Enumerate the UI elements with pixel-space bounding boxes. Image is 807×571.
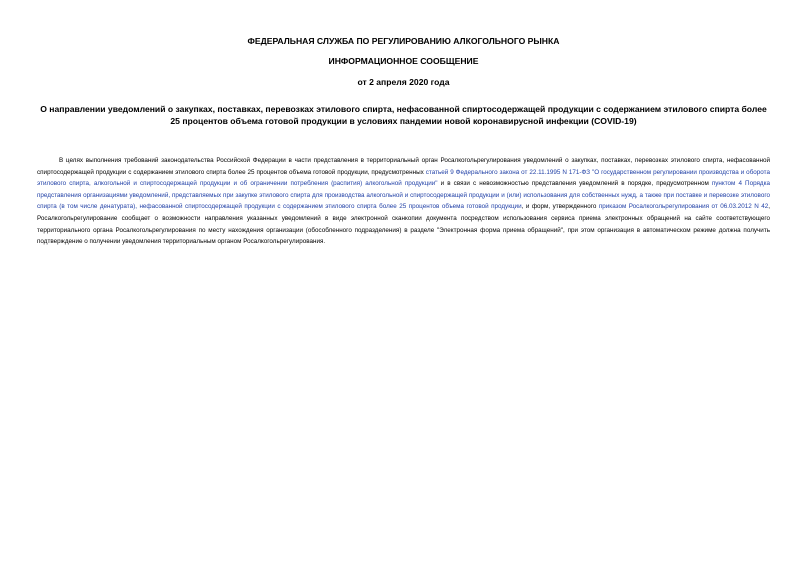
body-text-part-1: В целях выполнения требований законодательства Российской Федерации в части представления в территориальный орган Росалкогольрегулирования уведомлений о закупках, поставках, перевозках этилового спирта, нефасованной спиртосодержащей продукции с содержанием этилового спирта более 25 процентов объема готовой продукции, предусмотренных [37, 157, 770, 176]
order-link[interactable]: приказом Росалкогольрегулирования от 06.03.2012 N 42 [598, 203, 769, 211]
message-date: от 2 апреля 2020 года [357, 77, 450, 87]
procedure-clause-link[interactable]: пунктом 4 Порядка представления организациями уведомлений, представляемых при закупке этилового спирта для производства алкогольной и спиртосодержащей продукции и (или) использования для собственных нужд, а также при поставке и перевозке этилового спирта (в том числе денатурата), нефасованной спиртосодержащей продукции с содержанием этилового спирта более 25 процентов объема готовой продукции [37, 180, 770, 211]
body-text-part-4: , Росалкогольрегулирование сообщает о возможности направления указанных уведомлений в виде электронной сканкопии документа посредством использования сервиса приема электронных обращений на сайте соответствующего территориального органа Росалкогольрегулирования по месту нахождения организации (обособленного подразделения) в разделе "Электронная форма приема обращений", при этом организация в автоматическом режиме должна получить подтверждение о получении уведомления территориальным органом Росалкогольрегулирования. [37, 203, 770, 246]
message-type: ИНФОРМАЦИОННОЕ СООБЩЕНИЕ [328, 56, 479, 66]
law-article-link[interactable]: статьей 9 Федерального закона от 22.11.1995 N 171-ФЗ "О государственном регулировании производства и оборота этилового спирта, алкогольной и спиртосодержащей продукции и об ограничении потребления (распития) алкогольной продукции" [37, 168, 770, 188]
body-text-part-2: и в связи с невозможностью представления уведомлений в порядке, предусмотренном [437, 180, 712, 188]
body-paragraph [37, 155, 770, 248]
document-subject: О направлении уведомлений о закупках, поставках, перевозках этилового спирта, нефасованной спиртосодержащей продукции с содержанием этилового спирта более 25 процентов объема готовой продукции в условиях пандемии новой коронавирусной инфекции (COVID-19) [40, 104, 767, 126]
agency-name: ФЕДЕРАЛЬНАЯ СЛУЖБА ПО РЕГУЛИРОВАНИЮ АЛКОГОЛЬНОГО РЫНКА [247, 36, 560, 46]
body-text-part-3: , и форм, утвержденного [521, 203, 599, 211]
